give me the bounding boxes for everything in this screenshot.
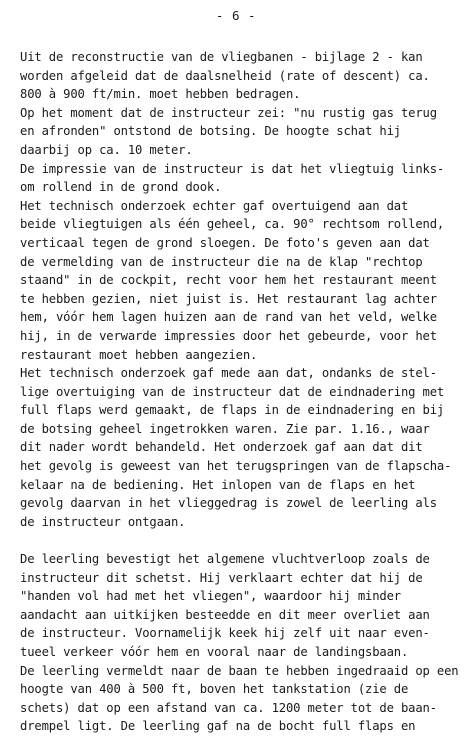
text-line: het gevolg is geweest van het terugspringen van de flapscha- bbox=[20, 459, 452, 474]
text-line: de instructeur. Voornamelijk keek hij zelf uit naar even- bbox=[20, 626, 430, 641]
text-line: "handen vol had met het vliegen", waardoor hij minder bbox=[20, 589, 401, 604]
paragraph bbox=[20, 364, 470, 531]
text-line: De leerling bevestigt het algemene vluchtverloop zoals de bbox=[20, 552, 430, 567]
text-line: verticaal tegen de grond sloegen. De foto's geven aan dat bbox=[20, 235, 430, 250]
text-line: 800 à 900 ft/min. moet hebben bedragen. bbox=[20, 87, 301, 102]
text-line: hoogte van 400 à 500 ft, boven het tankstation (zie de bbox=[20, 682, 409, 697]
text-line: hij, in de verwarde impressies door het gebeurde, voor het bbox=[20, 328, 437, 343]
paragraph bbox=[20, 48, 470, 104]
text-line: tueel verkeer vóór hem en vooral naar de landingsbaan. bbox=[20, 645, 409, 659]
text-line: hem, vóór hem lagen huizen aan de rand van het veld, welke bbox=[20, 310, 437, 325]
text-line: dit nader wordt behandeld. Het onderzoek gaf aan dat dit bbox=[20, 440, 423, 455]
text-line: De impressie van de instructeur is dat het vliegtuig links- bbox=[20, 161, 445, 176]
text-line: kelaar na de bediening. Het inlopen van de flaps en het bbox=[20, 477, 416, 492]
text-line: lige overtuiging van de instructeur dat de eindnadering met bbox=[20, 384, 445, 399]
page-number: - 6 - bbox=[215, 8, 257, 23]
text-line: daarbij op ca. 10 meter. bbox=[20, 142, 193, 157]
text-line: restaurant moet hebben aangezien. bbox=[20, 347, 258, 362]
text-line: beide vliegtuigen als één geheel, ca. 90° rechtsom rollend, bbox=[20, 217, 445, 232]
paragraph bbox=[20, 160, 470, 197]
paragraph bbox=[20, 104, 470, 160]
text-line: Het technisch onderzoek echter gaf overtuigend aan dat bbox=[20, 198, 409, 213]
text-line: om rollend in de grond dook. bbox=[20, 180, 222, 195]
text-line: te hebben gezien, niet juist is. Het restaurant lag achter bbox=[20, 291, 437, 306]
text-line: staand" in de cockpit, recht voor hem het restaurant meent bbox=[20, 273, 437, 288]
text-line: De leerling vermeldt naar de baan te hebben ingedraaid op een bbox=[20, 663, 459, 678]
text-line: schets) dat op een afstand van ca. 1200 meter tot de baan- bbox=[20, 700, 437, 715]
paragraph-gap bbox=[20, 531, 470, 550]
text-line: full flaps werd gemaakt, de flaps in de eindnadering en bij bbox=[20, 403, 445, 418]
text-line: de vermelding van de instructeur die na de klap "rechtop bbox=[20, 254, 423, 269]
paragraph bbox=[20, 550, 470, 736]
text-line: worden afgeleid dat de daalsnelheid (rate of descent) ca. bbox=[20, 68, 430, 83]
text-line: de instructeur ontgaan. bbox=[20, 514, 186, 529]
paragraph bbox=[20, 197, 470, 364]
text-line: drempel ligt. De leerling gaf na de bocht full flaps en bbox=[20, 719, 416, 734]
body-text bbox=[20, 48, 470, 736]
text-line: Op het moment dat de instructeur zei: "nu rustig gas terug bbox=[20, 105, 437, 120]
text-line: de botsing geheel ingetrokken waren. Zie par. 1.16., waar bbox=[20, 421, 430, 436]
text-line: Uit de reconstructie van de vliegbanen - bijlage 2 - kan bbox=[20, 50, 423, 64]
text-line: Het technisch onderzoek gaf mede aan dat, ondanks de stel- bbox=[20, 366, 437, 381]
text-line: en afronden" ontstond de botsing. De hoogte schat hij bbox=[20, 124, 401, 139]
text-line: instructeur dit schetst. Hij verklaart echter dat hij de bbox=[20, 570, 423, 585]
text-line: gevolg daarvan in het vlieggedrag is zowel de leerling als bbox=[20, 496, 437, 511]
text-line: aandacht aan uitkijken besteedde en dit meer overliet aan bbox=[20, 607, 430, 622]
